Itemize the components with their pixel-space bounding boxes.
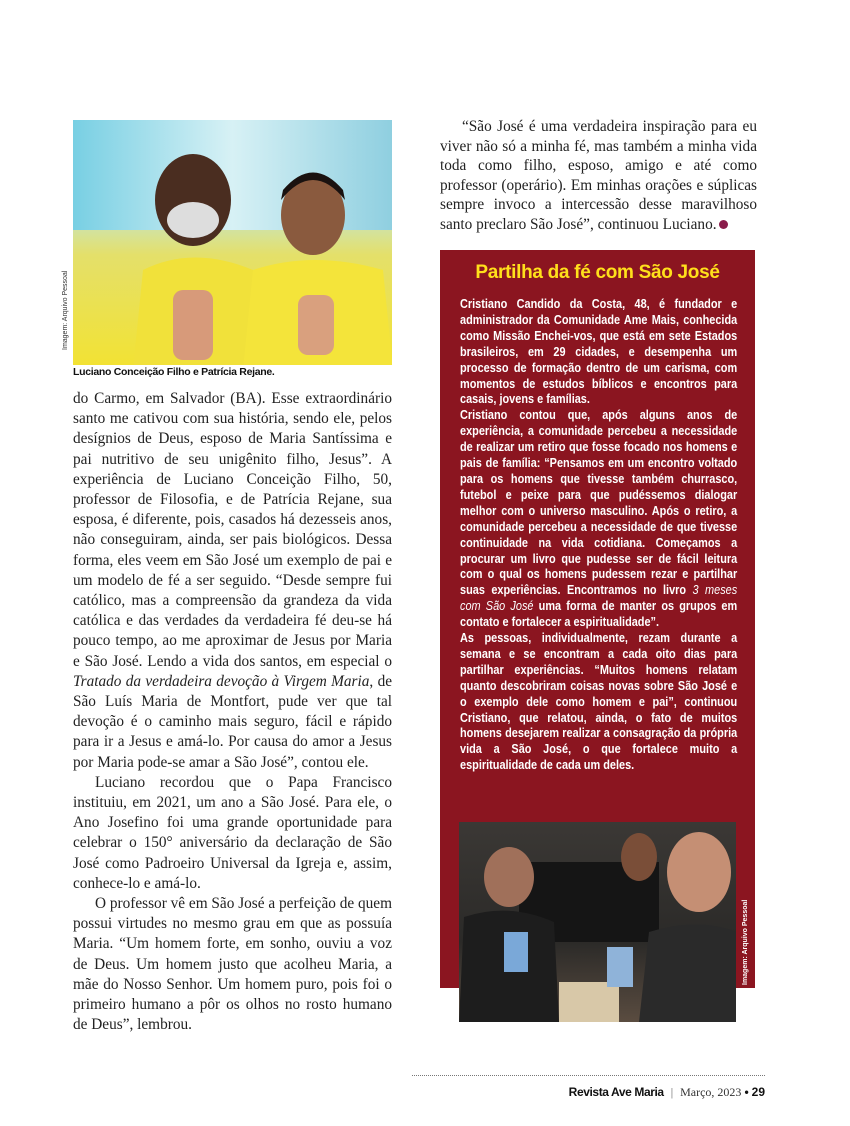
article-paragraph: “São José é uma verdadeira inspiração para eu viver não só a minha fé, mas também a minha vida toda como filho, esposo, amigo e até como professor (operário). Em minhas orações e súplicas sempre invoco a intercessão desse maravilhoso santo preclaro São José”, continuou Luciano. <box>440 118 757 233</box>
photo-group-men <box>459 822 736 1022</box>
book-title: Tratado da verdadeira devoção à Virgem Maria <box>73 672 370 690</box>
sidebar-box-title: Partilha da fé com São José <box>475 262 720 283</box>
photo-luciano-patricia <box>73 120 392 365</box>
photo-person-woman <box>243 160 392 365</box>
article-left-column <box>73 389 392 1036</box>
sidebar-box-text <box>460 296 737 773</box>
end-of-article-icon <box>719 220 728 229</box>
magazine-name: Revista Ave Maria <box>568 1085 664 1099</box>
article-paragraph: do Carmo, em Salvador (BA). Esse extraordinário santo me cativou com sua história, sendo ele, pelos desígnios de Deus, esposo de Maria Santíssima e pai nutritivo de seu unigênito filho, Jesus”. A experiência de Luciano Conceição Filho, 50, professor de Filosofia, e de Patrícia Rejane, sua esposa, é diferente, pois, casados há dezesseis anos, não conseguiram, ainda, ser pais biológicos. Dessa forma, eles veem em São José um exemplo de pai e um modelo de fé a ser seguido. “Desde sempre fui católico, mas a compreensão da grandeza da vida católica e das verdades da verdadeira fé deu-se há pouco tempo, ao me aproximar de Jesus por Maria e São José. Lendo a vida dos santos, em especial o Tratado da verdadeira devoção à Virgem Maria, de São Luís Maria de Montfort, pude ver que tal devoção é o caminho mais seguro, fácil e rápido para ir a Jesus e amá-lo. Por causa do amor a Jesus por Maria pode-se amar a São José”, contou ele. <box>73 390 393 771</box>
box-paragraph: As pessoas, individualmente, rezam durante a semana e se encontram a cada oito dias para partilhar experiências. “Muitos homens relatam quanto descobriram coisas novas sobre São José e o exemplo dele como homem e pai”, continuou Cristiano, que relatou, ainda, o fato de muitos homens desejarem realizar a consagração da própria vida a São José, o que fortalece muito a espiritualidade de cada um deles. <box>460 630 738 773</box>
footer-bullet: • <box>744 1085 749 1099</box>
footer-divider <box>412 1075 765 1076</box>
page-footer <box>569 1085 765 1100</box>
page-number: 29 <box>751 1085 765 1099</box>
article-paragraph: Luciano recordou que o Papa Francisco instituiu, em 2021, um ano a São José. Para ele, o Ano Josefino foi uma grande oportunidade para celebrar o 150° aniversário da declaração de São José como Padroeiro Universal da Igreja e, assim, conhece-lo e amá-lo. <box>73 773 392 892</box>
issue-date: Março, 2023 <box>680 1085 742 1099</box>
footer-separator: | <box>670 1085 674 1099</box>
photo-credit: Imagem: Arquivo Pessoal <box>742 899 749 985</box>
photo-credit: Imagem: Arquivo Pessoal <box>62 270 69 350</box>
box-paragraph: Cristiano Candido da Costa, 48, é fundador e administrador da Comunidade Ame Mais, conhecida como Missão Enchei-vos, que está em sete Estados brasileiros, em 29 cidades, e desempenha um processo de formação dentro de um carisma, com momentos de estudos bíblicos e encontros para casais, jovens e famílias. <box>460 296 738 407</box>
box-paragraph: Cristiano contou que, após alguns anos de experiência, a comunidade percebeu a necessidade de realizar um retiro que fosse focado nos homens e pais de família: “Pensamos em um encontro voltado para os homens que tivesse também churrasco, futebol e peixe para que pudéssemos dialogar melhor com o universo masculino. Após o retiro, a comunidade percebeu a necessidade de que tivesse continuidade na vida cotidiana. Começamos a procurar um livro que pudesse ser de fácil leitura com o qual os homens pudessem rezar e partilhar suas experiências. Encontramos no livro 3 meses com São José uma forma de manter os grupos em contato e fortalecer a espiritualidade”. <box>460 407 738 630</box>
photo-people <box>459 822 736 1022</box>
book-title: 3 meses com São José <box>460 582 738 614</box>
article-paragraph: O professor vê em São José a perfeição de quem possui virtudes no mesmo grau em que as possuía Maria. “Um homem forte, em sonho, ouviu a voz de Deus. Um homem justo que acolheu Maria, a mãe do Nosso Senhor. Um homem puro, pois foi o primeiro humano a pôr os olhos no rosto humano de Deus”, lembrou. <box>73 895 392 1034</box>
photo-caption: Luciano Conceição Filho e Patrícia Rejane. <box>73 366 275 378</box>
article-right-column <box>440 117 757 235</box>
